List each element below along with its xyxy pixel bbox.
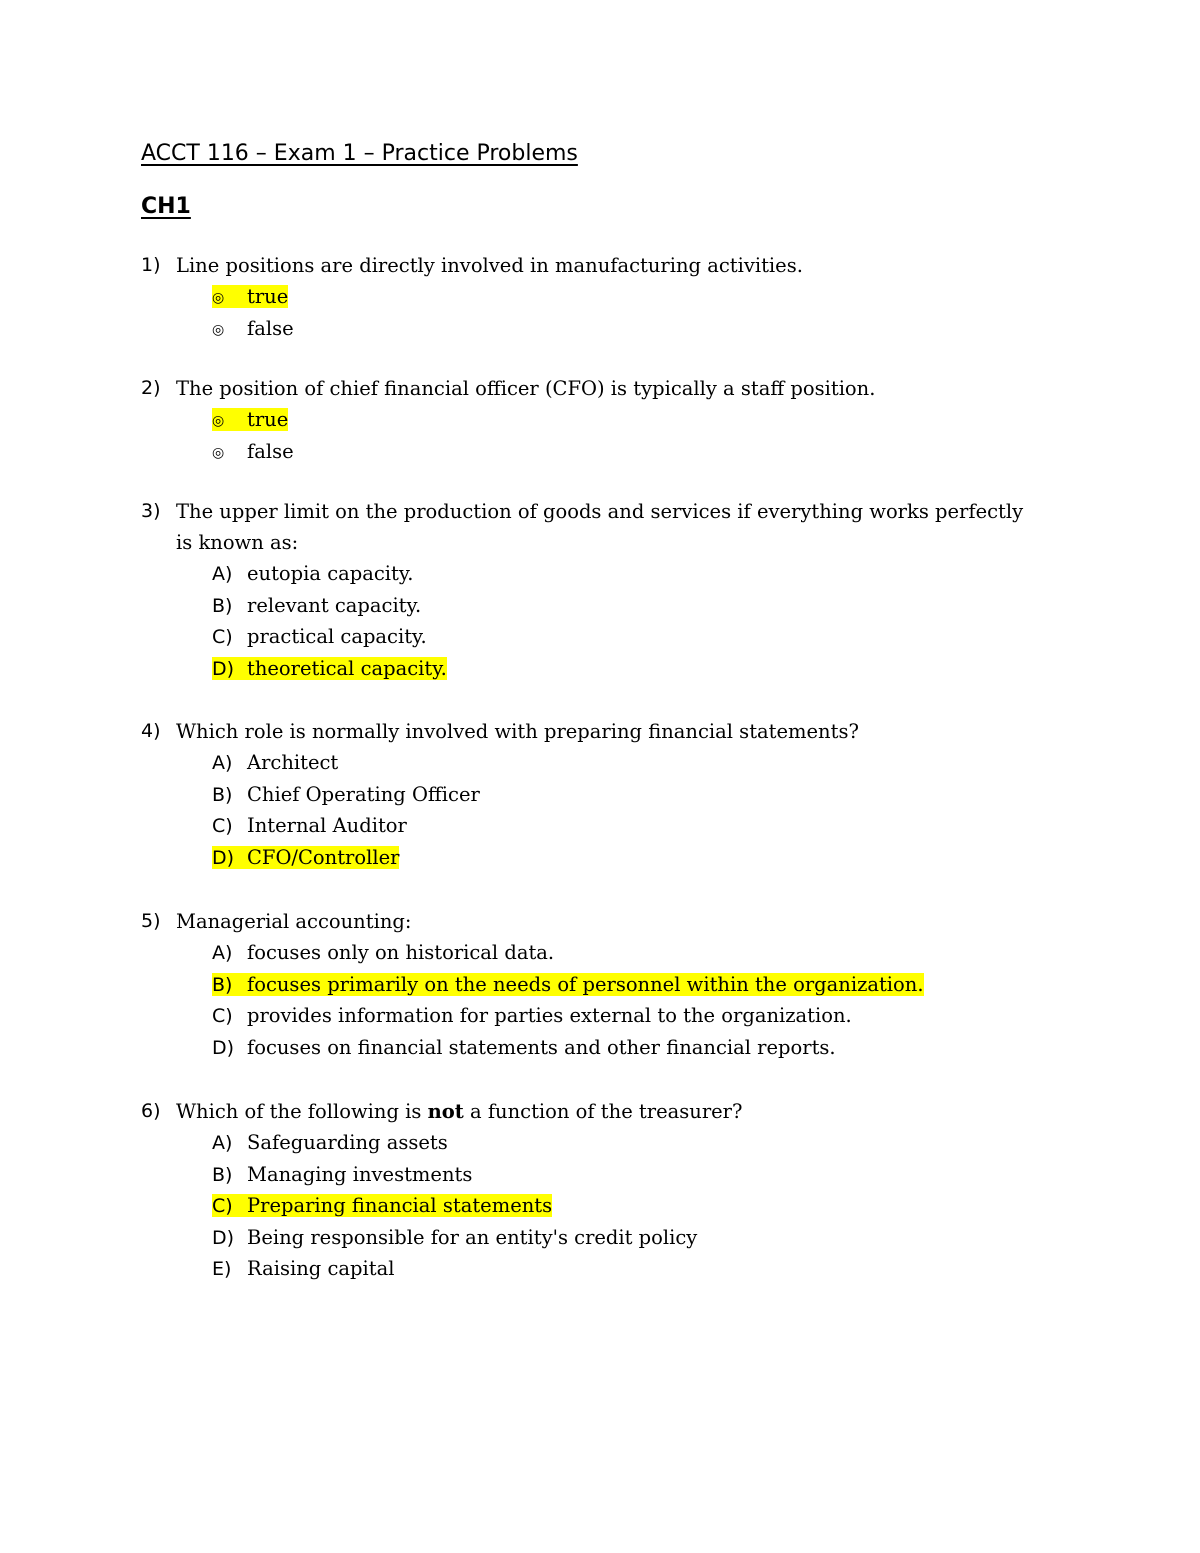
option-text: relevant capacity.: [247, 593, 422, 617]
question-2: [141, 373, 1041, 467]
question-number: 1): [141, 254, 161, 276]
answer-option: [141, 621, 1041, 653]
answer-option: [141, 747, 1041, 779]
answer-option: [141, 281, 1041, 313]
answer-option: [141, 1127, 1041, 1159]
option-label: D): [212, 846, 235, 869]
option-text: eutopia capacity.: [247, 562, 414, 585]
radio-button-icon: ◎: [212, 290, 225, 306]
answer-option: [141, 653, 1041, 685]
option-label: D): [212, 1226, 235, 1249]
option-text: Being responsible for an entity's credit policy: [247, 1225, 698, 1249]
option-text: Architect: [247, 751, 339, 774]
option-text: Managing investments: [247, 1162, 473, 1186]
page-title: ACCT 116 – Exam 1 – Practice Problems: [141, 141, 578, 166]
question-number: 3): [141, 500, 161, 522]
answer-option: [141, 779, 1041, 811]
option-text: focuses only on historical data.: [247, 941, 555, 964]
question-number: 2): [141, 377, 161, 399]
option-text: false: [247, 316, 294, 340]
question-1: [141, 250, 1041, 344]
answer-option: [141, 1032, 1041, 1064]
option-text: Chief Operating Officer: [247, 782, 480, 806]
answer-option: [141, 810, 1041, 842]
option-label: A): [212, 1132, 233, 1154]
option-label: D): [212, 657, 235, 680]
option-text: focuses primarily on the needs of personnel within the organization.: [247, 972, 924, 996]
option-label: C): [212, 626, 233, 648]
option-text: Preparing financial statements: [247, 1194, 553, 1217]
answer-option: [141, 1253, 1041, 1285]
question-text: Managerial accounting:: [176, 910, 412, 933]
option-text: focuses on financial statements and other financial reports.: [247, 1035, 836, 1059]
option-label: A): [212, 942, 233, 964]
option-label: B): [212, 783, 233, 806]
answer-option: [141, 313, 1041, 345]
question-4: [141, 716, 1041, 873]
option-text: provides information for parties external to the organization.: [247, 1004, 852, 1027]
answer-option: [141, 1190, 1041, 1222]
question-text: Which role is normally involved with preparing financial statements?: [176, 720, 859, 743]
option-text: Safeguarding assets: [247, 1131, 448, 1154]
option-text: practical capacity.: [247, 625, 427, 648]
question-text: Line positions are directly involved in manufacturing activities.: [176, 254, 803, 277]
question-text: The upper limit on the production of goods and services if everything works perfectly is known as:: [176, 500, 1024, 554]
question-number: 6): [141, 1100, 161, 1122]
option-text: Internal Auditor: [247, 814, 407, 837]
question-6: [141, 1096, 1041, 1285]
option-text: false: [247, 439, 294, 463]
answer-option: [141, 969, 1041, 1001]
option-text: true: [247, 285, 289, 308]
answer-option: [141, 1222, 1041, 1254]
question-number: 4): [141, 720, 161, 742]
option-label: B): [212, 973, 233, 996]
answer-option: [141, 842, 1041, 874]
option-label: C): [212, 815, 233, 837]
question-text: The position of chief financial officer (CFO) is typically a staff position.: [176, 377, 876, 400]
option-label: A): [212, 752, 233, 774]
emphasis-text: not: [427, 1100, 464, 1123]
answer-option: [141, 1000, 1041, 1032]
radio-button-icon: ◎: [212, 321, 225, 338]
radio-button-icon: ◎: [212, 444, 225, 461]
option-text: CFO/Controller: [247, 845, 400, 869]
option-label: E): [212, 1258, 232, 1280]
question-text: Which of the following is not a function of the treasurer?: [176, 1100, 743, 1123]
radio-button-icon: ◎: [212, 413, 225, 429]
option-label: B): [212, 594, 233, 617]
option-label: A): [212, 563, 233, 585]
answer-option: [141, 558, 1041, 590]
answer-option: [141, 590, 1041, 622]
question-number: 5): [141, 910, 161, 932]
answer-option: [141, 937, 1041, 969]
question-3: [141, 496, 1041, 684]
option-text: true: [247, 408, 289, 431]
option-label: C): [212, 1005, 233, 1027]
answer-option: [141, 404, 1041, 436]
option-label: B): [212, 1163, 233, 1186]
section-heading: CH1: [141, 194, 191, 219]
option-label: D): [212, 1036, 235, 1059]
option-text: Raising capital: [247, 1257, 395, 1280]
question-5: [141, 906, 1041, 1063]
option-text: theoretical capacity.: [247, 656, 447, 680]
option-label: C): [212, 1195, 233, 1217]
answer-option: [141, 1159, 1041, 1191]
answer-option: [141, 436, 1041, 468]
